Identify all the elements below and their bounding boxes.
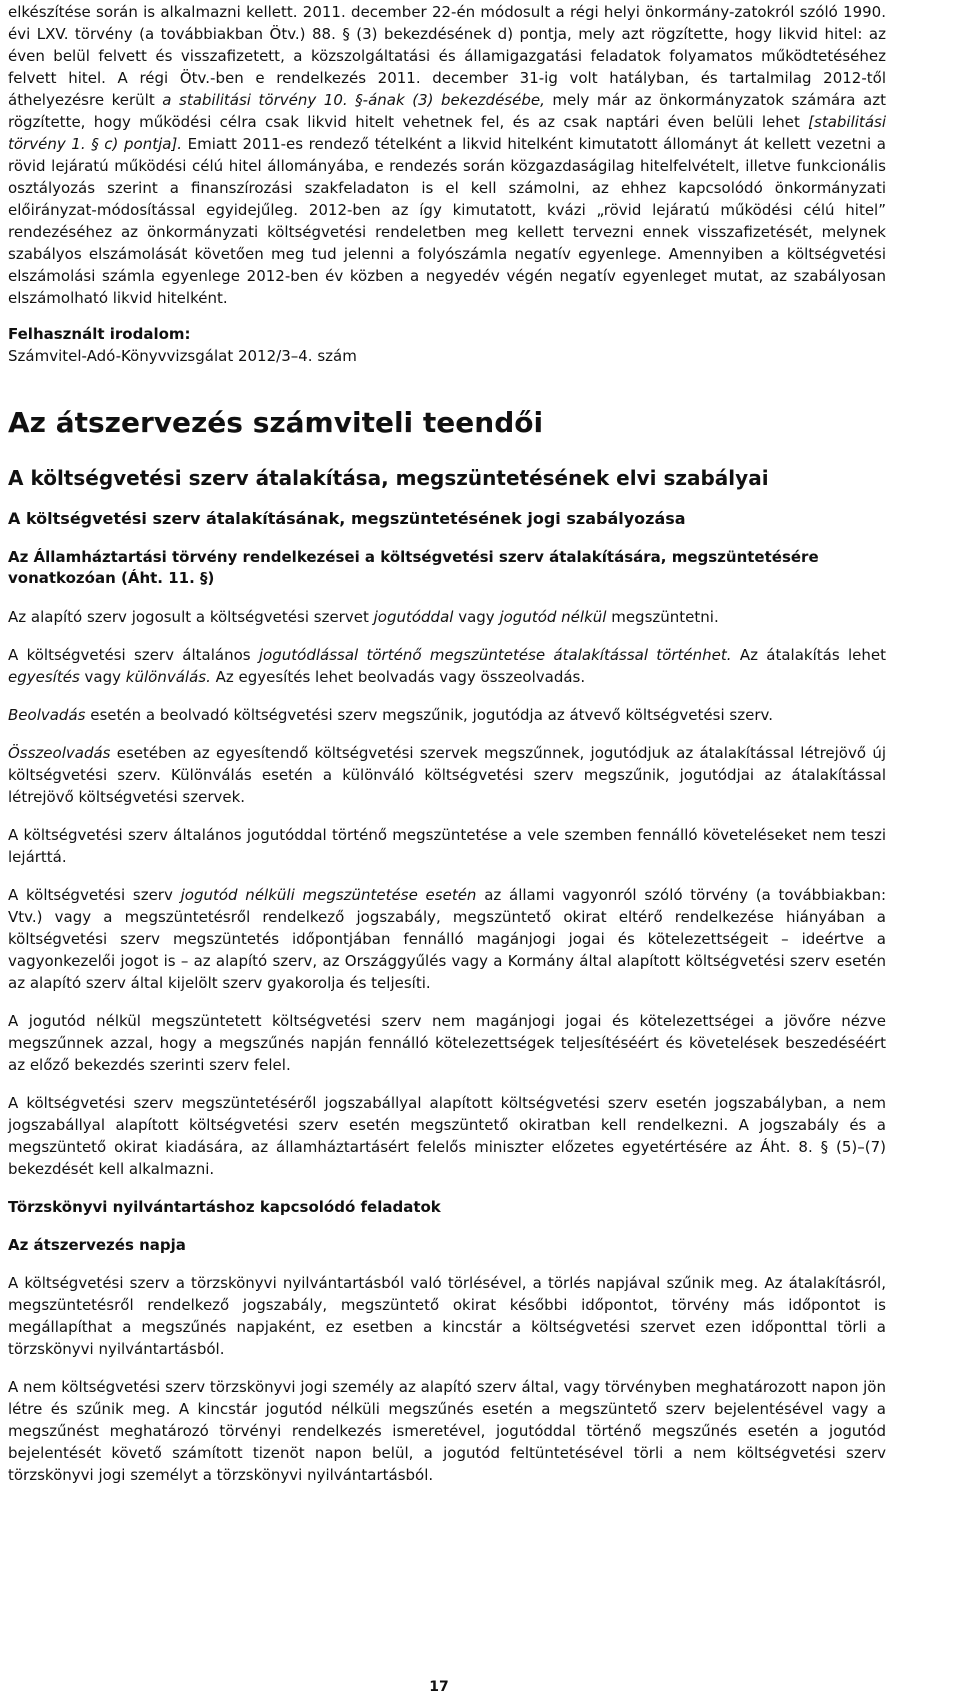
text-run: A jogutód nélkül megszüntetett költségvetési szerv nem magánjogi jogai és kötelezettségei a jövőre nézve megszűnnek azzal, hogy a megszűnés napján fennálló kötelezettségek teljesítéséért és követelések beszedéséért az előző bekezdés szerinti szerv felel. [8,1012,886,1074]
chapter-title: Az átszervezés számviteli teendői [8,406,544,439]
italic-text-run: a stabilitási törvény 10. §-ának (3) bekezdésébe, [162,91,545,109]
body-paragraph [8,1010,886,1076]
text-run: Az alapító szerv jogosult a költségvetési szervet [8,608,374,626]
italic-text-run: jogutód nélküli megszüntetése esetén [180,886,477,904]
text-run: vagy [79,668,126,686]
body-paragraph [8,742,886,808]
body-paragraph [8,884,886,994]
text-run: A költségvetési szerv a törzskönyvi nyilvántartásból való törlésével, a törlés napjával szűnik meg. Az átalakításról, megszüntetésről rendelkező jogszabály, megszüntető okirat későbbi időpontot, törvény más időpontot is megállapíthat a megszűnés napjaként, ez esetben a kincstár a költségvetési szervet ezen időponttal törli a törzskönyvi nyilvántartásból. [8,1274,886,1358]
intro-paragraph [8,0,886,309]
literature-reference: Számvitel-Adó-Könyvvizsgálat 2012/3–4. szám [8,347,357,365]
body-paragraph [8,1272,886,1360]
text-run: vagy [453,608,500,626]
body-paragraph [8,644,886,688]
registry-heading: Törzskönyvi nyilvántartáshoz kapcsolódó feladatok [8,1198,441,1216]
body-paragraph [8,1092,886,1180]
italic-text-run: különválás. [125,668,211,686]
reorg-day-heading: Az átszervezés napja [8,1236,186,1254]
literature-heading: Felhasznált irodalom: [8,325,191,343]
text-run: A nem költségvetési szerv törzskönyvi jogi személy az alapító szerv által, vagy törvényben meghatározott napon jön létre és szűnik meg. A kincstár jogutód nélküli megszűnés esetén a megszüntető szerv bejelentésével vagy a megszűnést meghatározó törvényi rendelkezés ismeretével, jogutóddal történő megszűnés esetén a jogutód bejelentését követő számított tizenöt napon belül, a jogutód feltüntetésével törli a nem költségvetési szerv törzskönyvi jogi személyt a törzskönyvi nyilvántartásból. [8,1378,886,1484]
italic-text-run: jogutód nélkül [499,608,607,626]
text-run: megszüntetni. [606,608,719,626]
italic-text-run: Összeolvadás [8,744,111,762]
subsubsection-title: Az Államháztartási törvény rendelkezései a költségvetési szerv átalakítására, megszüntetésére vonatkozóan (Áht. 11. §) [8,548,819,587]
italic-text-run: jogutódlással történő megszüntetése átalakítással történhet. [258,646,732,664]
subsection-title: A költségvetési szerv átalakításának, megszüntetésének jogi szabályozása [8,509,686,528]
text-run: A költségvetési szerv általános jogutóddal történő megszüntetése a vele szemben fennálló követeléseket nem teszi lejárttá. [8,826,886,866]
text-run: A költségvetési szerv [8,886,181,904]
text-run: Emiatt 2011-es rendező tételként a likvid hitelként kimutatott állományt át kellett vezetni a rövid lejáratú működési célú hitel állományába, e rendezés során közgazdaságilag hitelfelvételt, illetve funkcionális osztályozás szerint a finanszírozási szakfeladaton is el kell számolni, az ehhez kapcsolódó önkormányzati előirányzat-módosítással egyidejűleg. 2012-ben az így kimutatott, kvázi „rövid lejáratú működési célú hitel” rendezéséhez az önkormányzati költségvetési rendeletben meg kellett tervezni ennek visszafizetését, melynek szabályos elszámolását követően meg tud jelenni a folyószámla negatív egyenlege. Amennyiben a költségvetési elszámolási számla egyenlege 2012-ben év közben a negyedév végén negatív egyenleget mutat, az szabályosan elszámolható likvid hitelként. [8,135,886,307]
document-page [8,0,886,1486]
section-title: A költségvetési szerv átalakítása, megszüntetésének elvi szabályai [8,466,769,490]
italic-text-run: egyesítés [8,668,80,686]
text-run: esetén a beolvadó költségvetési szerv megszűnik, jogutódja az átvevő költségvetési szerv. [85,706,773,724]
text-run: elkészítése során is alkalmazni kellett. 2011. december 22-én módosult a régi helyi önkormány-zatokról szóló 1990. évi LXV. törvény (a továbbiakban Ötv.) 88. § (3) bekezdésének d) pontja, mely azt rögzítette, hogy likvid hitel: az éven belül felvett és visszafizetett, a közszolgáltatási és államigazgatási feladatok folyamatos működtetéséhez felvett hitel. A régi Ötv.-ben e rendelkezés 2011. december 31-ig volt hatályban, és tartalmilag 2012-től áthelyezésre került [8,3,886,109]
text-run: esetében az egyesítendő költségvetési szervek megszűnnek, jogutódjuk az átalakítással létrejövő új költségvetési szerv. Különválás esetén a különváló költségvetési szerv megszűnik, jogutódjai az átalakítással létrejövő költségvetési szervek. [8,744,886,806]
text-run: mely már az önkormányzatok számára azt rögzítette, hogy működési célra csak likvid hitelt vehetnek fel, és az csak naptári éven belüli lehet [8,91,886,131]
text-run: A költségvetési szerv megszüntetéséről jogszabállyal alapított költségvetési szerv esetén jogszabályban, a nem jogszabállyal alapított költségvetési szerv esetén megszüntető okiratban kell rendelkezni. A jogszabály és a megszüntető okirat kiadására, az államháztartásért felelős miniszter előzetes egyetértésére az Áht. 8. § (5)–(7) bekezdését kell alkalmazni. [8,1094,886,1178]
italic-text-run: jogutóddal [373,608,454,626]
body-paragraph [8,1376,886,1486]
page-number: 17 [429,1679,449,1695]
text-run: az állami vagyonról szóló törvény (a továbbiakban: Vtv.) vagy a megszüntetésről rendelkező jogszabály, megszüntető okirat eltérő rendelkezése hiányában a költségvetési szerv megszüntetés időpontjában fennálló magánjogi jogai és kötelezettségeit – ideértve a vagyonkezelői jogot is – az alapító szerv, az Országgyűlés vagy a Kormány által alapított költségvetési szerv esetén az alapító szerv által kijelölt szerv gyakorolja és teljesíti. [8,886,887,992]
text-run: A költségvetési szerv általános [8,646,259,664]
body-paragraph [8,704,886,726]
body-paragraph [8,606,886,628]
italic-text-run: [stabilitási törvény 1. § c) pontja]. [8,113,886,153]
body-paragraph [8,824,886,868]
italic-text-run: Beolvadás [8,706,86,724]
text-run: Az egyesítés lehet beolvadás vagy összeolvadás. [210,668,586,686]
text-run: Az átalakítás lehet [731,646,886,664]
